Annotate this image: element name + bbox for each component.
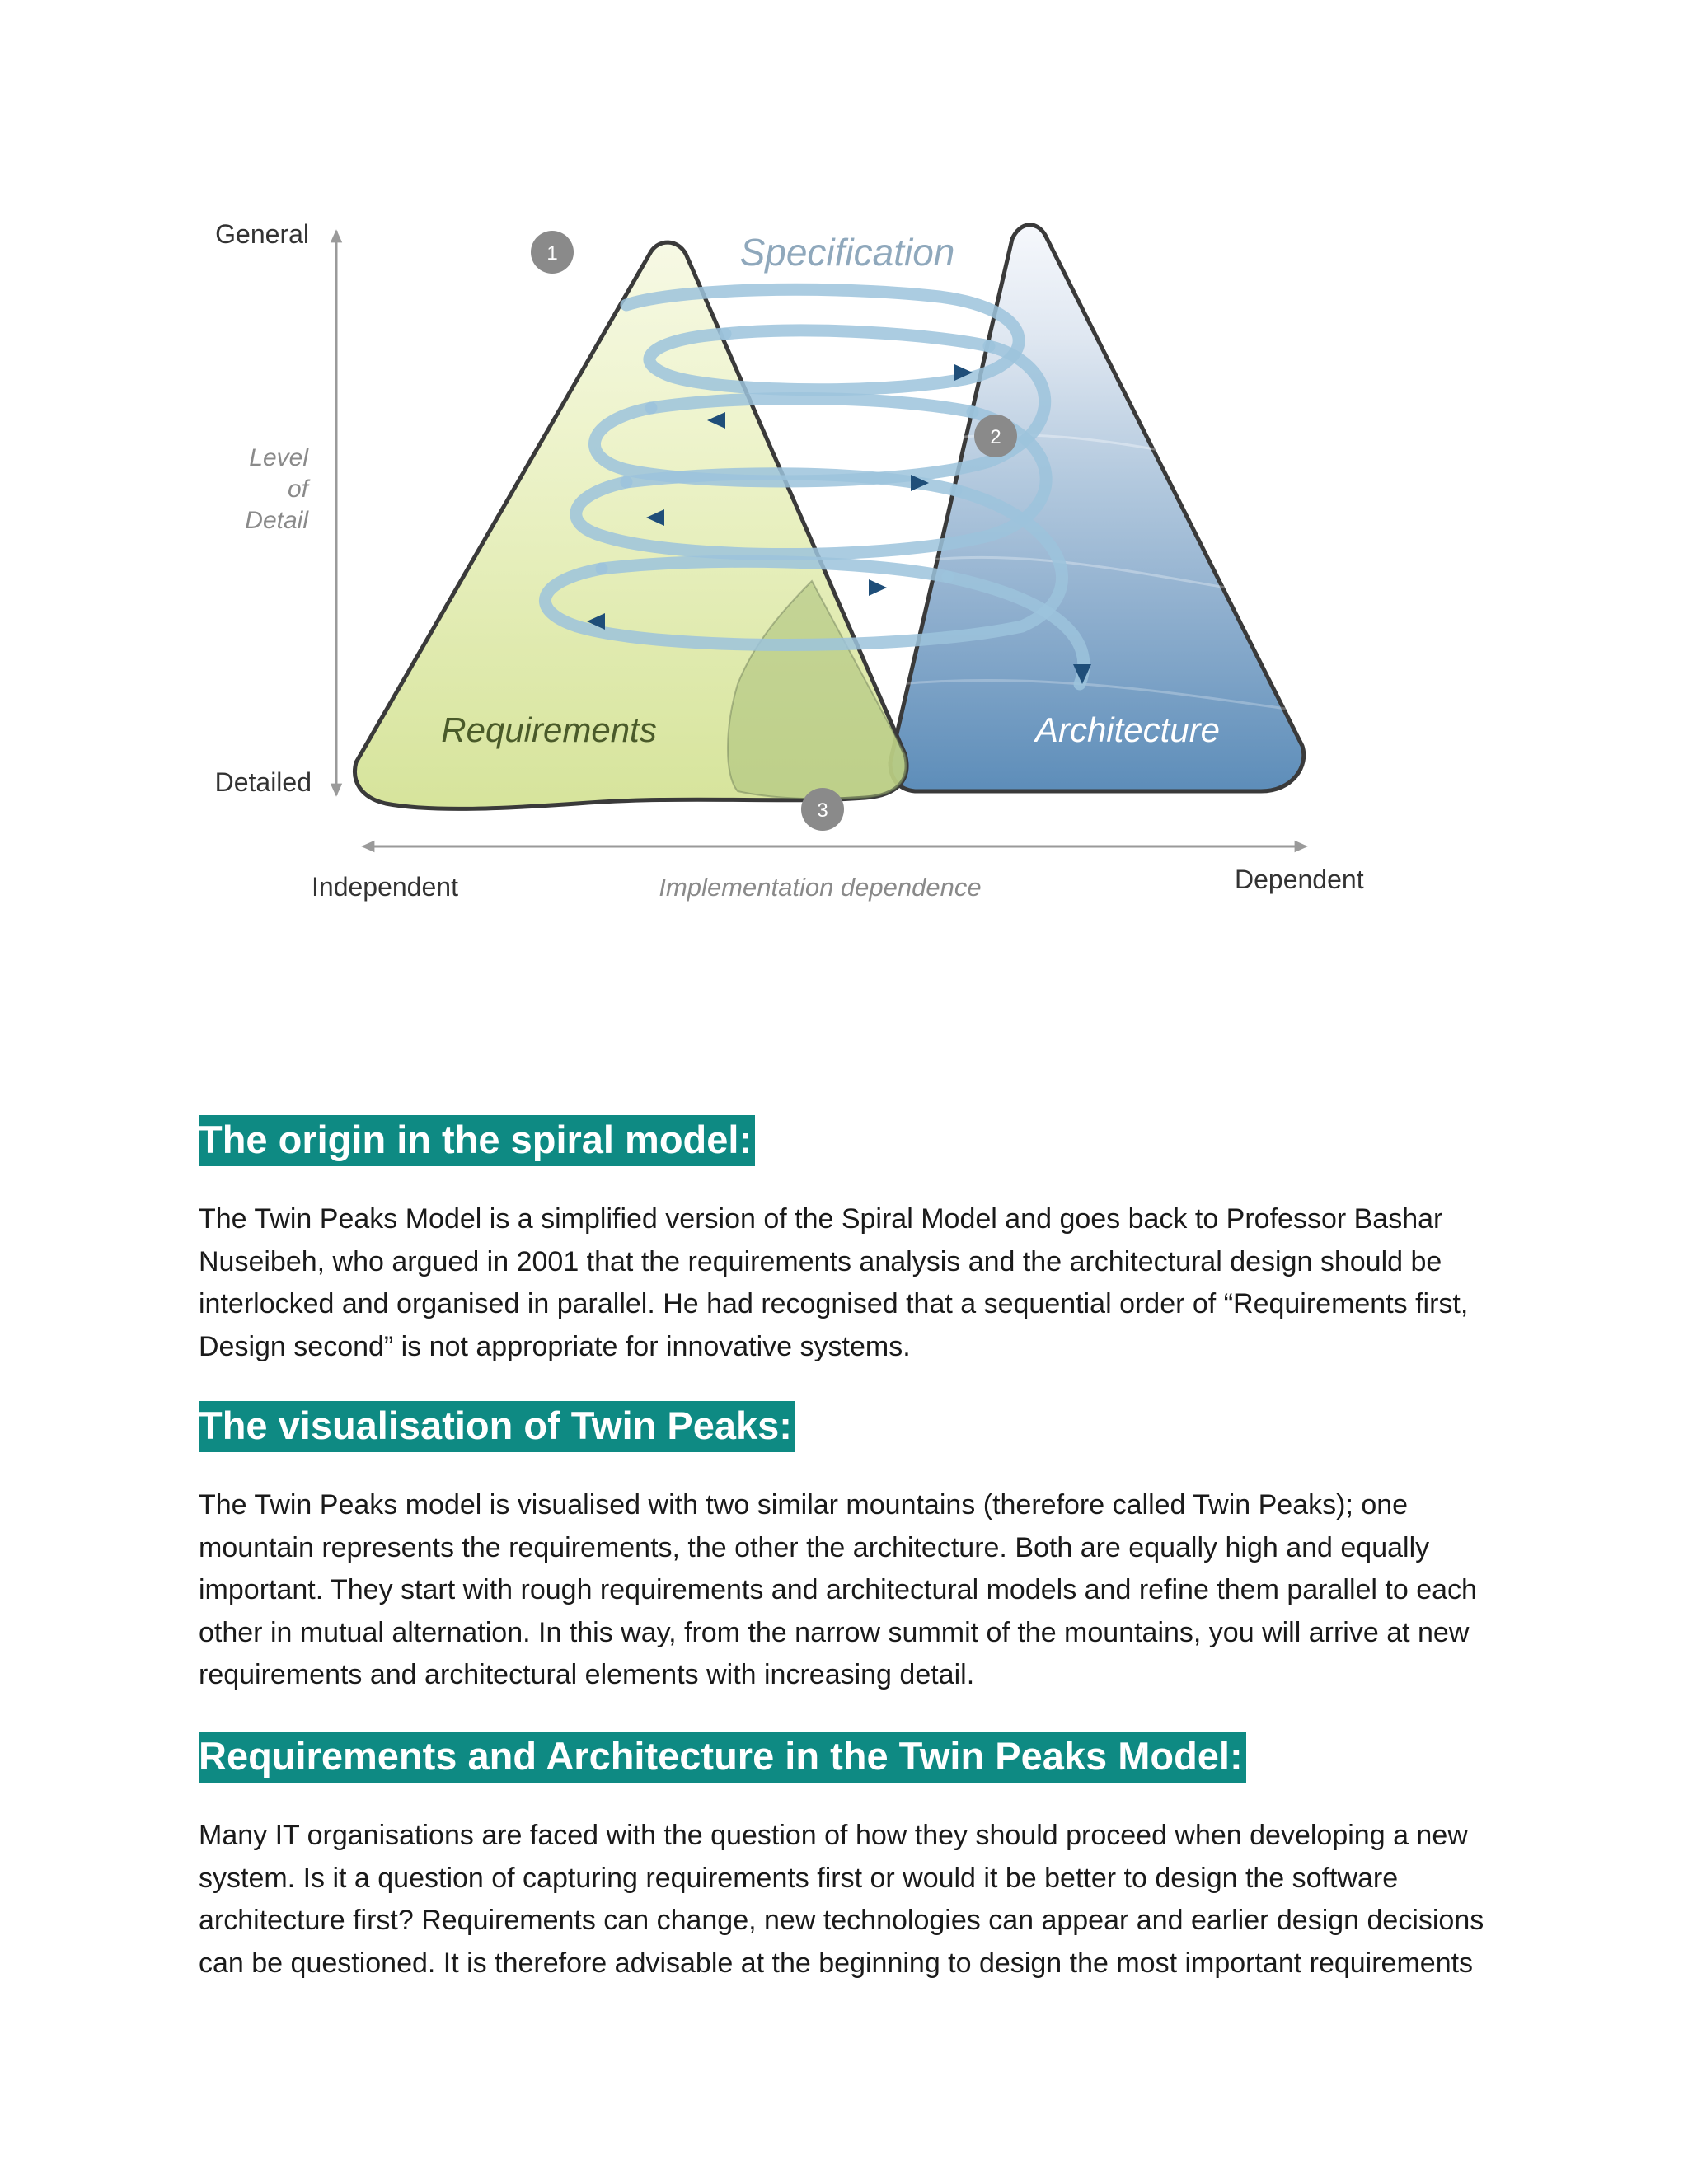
svg-text:3: 3: [817, 799, 828, 822]
section-paragraph-visualisation: The Twin Peaks model is visualised with two similar mountains (therefore called Twin Peaks); one mountain represents the requirements, the other the architecture. Both are equally high and equally important. They start with rough requirements and architectural models and refine them parallel to each other in mutual alternation. In this way, from the narrow summit of the mountains, you will arrive at new requirements and architectural elements with increasing detail.: [199, 1489, 1477, 1690]
axis-vertical-title-line-1: Level: [249, 444, 308, 471]
requirements-peak-label: Requirements: [441, 710, 657, 749]
marker-3: [801, 788, 844, 831]
section-paragraph-requirements-architecture: Many IT organisations are faced with the question of how they should proceed when developing a new system. Is it a question of capturing requirements first or would it be better to design the software architecture first? Requirements can change, new technologies can appear and earlier design decisions can be questioned. It is therefore advisable at the beginning to design the most important requirements: [199, 1820, 1484, 1979]
axis-vertical-title-line-3: Detail: [245, 507, 308, 534]
twin-peaks-diagram: [190, 198, 1409, 915]
axis-top-label: General: [215, 219, 309, 249]
axis-right-label: Dependent: [1235, 865, 1364, 894]
section-paragraph-origin: The Twin Peaks Model is a simplified version of the Spiral Model and goes back to Professor Bashar Nuseibeh, who argued in 2001 that the requirements analysis and the architectural design should be interlocked and organised in parallel. He had recognised that a sequential order of “Requirements first, Design second” is not appropriate for innovative systems.: [199, 1203, 1469, 1362]
svg-text:2: 2: [990, 426, 1001, 448]
svg-text:1: 1: [546, 242, 558, 265]
spiral-arrow-right-3: [869, 579, 887, 596]
section-heading-visualisation: The visualisation of Twin Peaks:: [199, 1401, 795, 1452]
architecture-peak-label: Architecture: [1034, 710, 1221, 749]
architecture-peak: [890, 225, 1304, 791]
axis-vertical-title-line-2: of: [287, 476, 308, 503]
axis-bottom-label: Detailed: [214, 767, 312, 797]
section-heading-requirements-architecture: Requirements and Architecture in the Twin Peaks Model:: [199, 1732, 1246, 1783]
marker-2: [974, 415, 1017, 457]
axis-left-label: Independent: [312, 872, 458, 902]
axis-horizontal-title: Implementation dependence: [659, 873, 982, 902]
marker-1: [531, 231, 574, 274]
specification-label: Specification: [739, 231, 955, 274]
section-heading-origin: The origin in the spiral model:: [199, 1115, 755, 1166]
